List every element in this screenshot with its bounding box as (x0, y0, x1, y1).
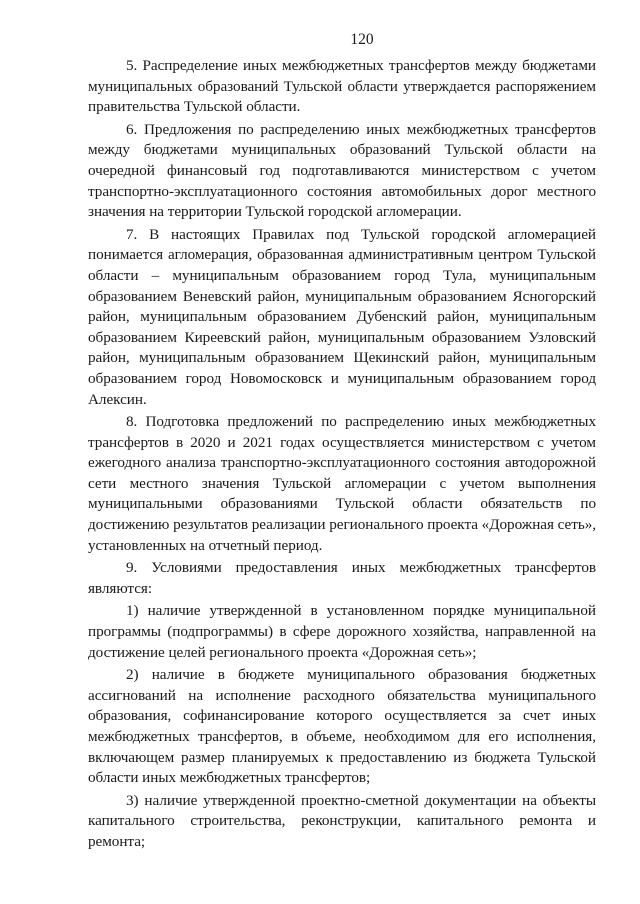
paragraph-6: 6. Предложения по распределению иных межбюджетных трансфертов между бюджетами муниципальных образований Тульской области на очередной финансовый год подготавливаются министерством с учетом транспортно-эксплуатационного состояния автомобильных дорог местного значения на территории Тульской городской агломерации. (88, 120, 596, 221)
paragraph-9: 9. Условиями предоставления иных межбюджетных трансфертов являются: (88, 559, 596, 597)
paragraph-5: 5. Распределение иных межбюджетных трансфертов между бюджетами муниципальных образований Тульской области утверждается распоряжением правительства Тульской области. (88, 57, 596, 116)
paragraph-7: 7. В настоящих Правилах под Тульской городской агломерацией понимается агломерация, образованная административным центром Тульской области – муниципальным образованием город Тула, муниципальным образованием Веневский район, муниципальным образованием Ясногорский район, муниципальным образованием Дубенский район, муниципальным образованием Киреевский район, муниципальным образованием Узловский район, муниципальным образованием Щекинский район, муниципальным образованием город Новомосковск и муниципальным образованием город Алексин. (88, 225, 596, 408)
condition-1: 1) наличие утвержденной в установленном порядке муниципальной программы (подпрограммы) в сфере дорожного хозяйства, направленной на достижение целей регионального проекта «Дорожная сеть»; (88, 602, 596, 661)
page-number: 120 (350, 31, 374, 48)
condition-3: 3) наличие утвержденной проектно-сметной документации на объекты капитального строительства, реконструкции, капитального ремонта и ремонта; (88, 791, 596, 850)
document-body (88, 56, 596, 853)
paragraph-8: 8. Подготовка предложений по распределению иных межбюджетных трансфертов в 2020 и 2021 годах осуществляется министерством с учетом ежегодного анализа транспортно-эксплуатационного состояния автодорожной сети местного значения Тульской агломерации с учетом выполнения муниципальными образованиями Тульской области обязательств по достижению результатов реализации регионального проекта «Дорожная сеть», установленных на отчетный период. (88, 413, 596, 554)
condition-2: 2) наличие в бюджете муниципального образования бюджетных ассигнований на исполнение расходного обязательства муниципального образования, софинансирование которого осуществляется за счет иных межбюджетных трансфертов, в объеме, необходимом для его исполнения, включающем размер планируемых к предоставлению из бюджета Тульской области иных межбюджетных трансфертов; (88, 666, 596, 787)
